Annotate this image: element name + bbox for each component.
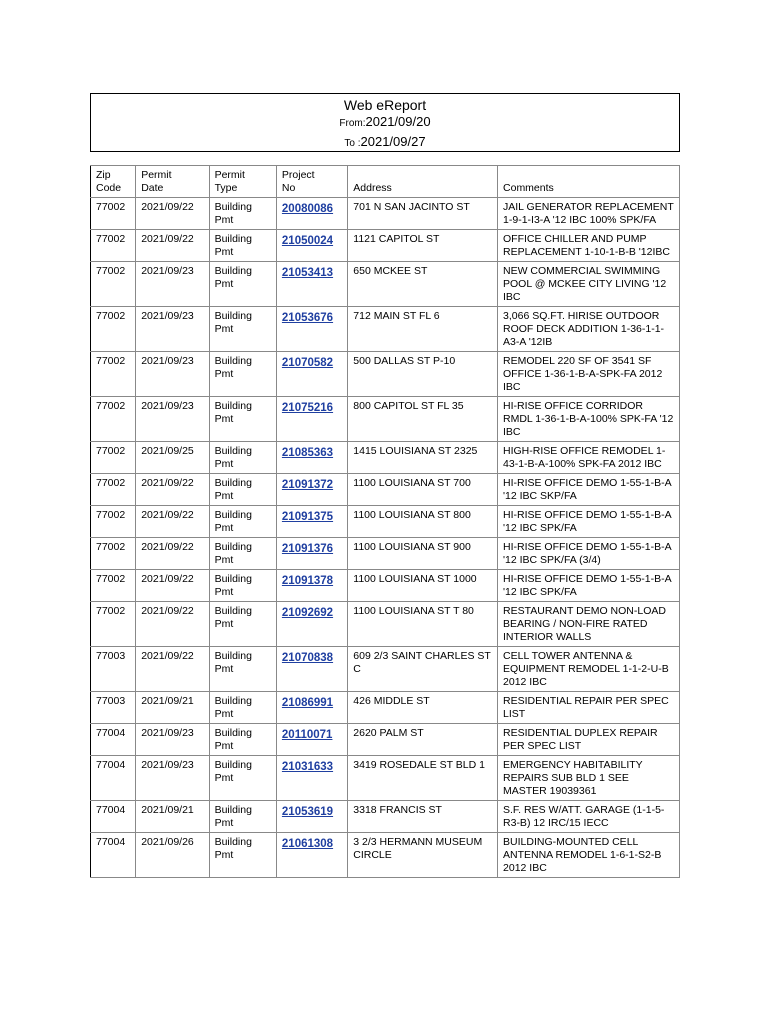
zip-code-cell: 77003 <box>91 647 136 692</box>
project-no-cell <box>276 801 347 833</box>
permit-date-cell: 2021/09/21 <box>136 801 209 833</box>
project-no-cell <box>276 442 347 474</box>
comments-cell: HI-RISE OFFICE DEMO 1-55-1-B-A '12 IBC SPK/FA (3/4) <box>498 538 680 570</box>
permit-type-cell: Building Pmt <box>209 570 276 602</box>
col-zip-code: Zip Code <box>91 166 136 198</box>
project-no-cell <box>276 724 347 756</box>
comments-cell: HI-RISE OFFICE DEMO 1-55-1-B-A '12 IBC SPK/FA <box>498 506 680 538</box>
zip-code-cell: 77004 <box>91 833 136 878</box>
table-row <box>91 602 680 647</box>
zip-code-cell: 77002 <box>91 397 136 442</box>
address-cell: 1100 LOUISIANA ST 800 <box>348 506 498 538</box>
permit-type-cell: Building Pmt <box>209 307 276 352</box>
address-cell: 1121 CAPITOL ST <box>348 230 498 262</box>
permit-date-cell: 2021/09/23 <box>136 307 209 352</box>
zip-code-cell: 77002 <box>91 602 136 647</box>
project-link[interactable]: 21053413 <box>281 267 334 279</box>
address-cell: 1415 LOUISIANA ST 2325 <box>348 442 498 474</box>
permit-type-cell: Building Pmt <box>209 262 276 307</box>
permit-date-cell: 2021/09/25 <box>136 442 209 474</box>
address-cell: 701 N SAN JACINTO ST <box>348 198 498 230</box>
project-no-cell <box>276 647 347 692</box>
address-cell: 609 2/3 SAINT CHARLES ST C <box>348 647 498 692</box>
project-link[interactable]: 21075216 <box>281 402 334 414</box>
comments-cell: JAIL GENERATOR REPLACEMENT 1-9-1-I3-A '12 IBC 100% SPK/FA <box>498 198 680 230</box>
zip-code-cell: 77004 <box>91 724 136 756</box>
project-no-cell <box>276 352 347 397</box>
permit-date-cell: 2021/09/23 <box>136 724 209 756</box>
permit-date-cell: 2021/09/22 <box>136 198 209 230</box>
project-link[interactable]: 21092692 <box>281 607 334 619</box>
table-row <box>91 724 680 756</box>
table-row <box>91 262 680 307</box>
project-no-cell <box>276 307 347 352</box>
comments-cell: RESIDENTIAL REPAIR PER SPEC LIST <box>498 692 680 724</box>
project-no-cell <box>276 198 347 230</box>
permit-type-cell: Building Pmt <box>209 352 276 397</box>
table-row <box>91 801 680 833</box>
table-row <box>91 538 680 570</box>
project-link[interactable]: 21091376 <box>281 543 334 555</box>
permit-type-cell: Building Pmt <box>209 198 276 230</box>
project-no-cell <box>276 230 347 262</box>
comments-cell: OFFICE CHILLER AND PUMP REPLACEMENT 1-10-1-B-B '12IBC <box>498 230 680 262</box>
report-title: Web eReport <box>343 97 427 113</box>
from-date-line <box>91 113 679 133</box>
project-link[interactable]: 21091375 <box>281 511 334 523</box>
zip-code-cell: 77004 <box>91 801 136 833</box>
address-cell: 1100 LOUISIANA ST 1000 <box>348 570 498 602</box>
address-cell: 1100 LOUISIANA ST 900 <box>348 538 498 570</box>
permit-date-cell: 2021/09/22 <box>136 538 209 570</box>
permit-type-cell: Building Pmt <box>209 724 276 756</box>
zip-code-cell: 77002 <box>91 442 136 474</box>
permit-date-cell: 2021/09/22 <box>136 647 209 692</box>
permit-date-cell: 2021/09/22 <box>136 570 209 602</box>
permit-type-cell: Building Pmt <box>209 647 276 692</box>
zip-code-cell: 77002 <box>91 307 136 352</box>
comments-cell: CELL TOWER ANTENNA & EQUIPMENT REMODEL 1-1-2-U-B 2012 IBC <box>498 647 680 692</box>
table-row <box>91 198 680 230</box>
permit-type-cell: Building Pmt <box>209 397 276 442</box>
to-label: To : <box>344 138 361 149</box>
comments-cell: HI-RISE OFFICE DEMO 1-55-1-B-A '12 IBC SPK/FA <box>498 570 680 602</box>
project-no-cell <box>276 538 347 570</box>
project-no-cell <box>276 262 347 307</box>
zip-code-cell: 77002 <box>91 474 136 506</box>
comments-cell: HI-RISE OFFICE DEMO 1-55-1-B-A '12 IBC SKP/FA <box>498 474 680 506</box>
address-cell: 650 MCKEE ST <box>348 262 498 307</box>
zip-code-cell: 77002 <box>91 570 136 602</box>
permit-date-cell: 2021/09/23 <box>136 262 209 307</box>
permit-date-cell: 2021/09/26 <box>136 833 209 878</box>
permit-type-cell: Building Pmt <box>209 602 276 647</box>
comments-cell: S.F. RES W/ATT. GARAGE (1-1-5-R3-B) 12 IRC/15 IECC <box>498 801 680 833</box>
project-no-cell <box>276 602 347 647</box>
project-link[interactable]: 21050024 <box>281 235 334 247</box>
comments-cell: BUILDING-MOUNTED CELL ANTENNA REMODEL 1-6-1-S2-B 2012 IBC <box>498 833 680 878</box>
permit-type-cell: Building Pmt <box>209 756 276 801</box>
permit-type-cell: Building Pmt <box>209 538 276 570</box>
permit-table <box>90 165 680 878</box>
permit-type-cell: Building Pmt <box>209 442 276 474</box>
project-link[interactable]: 21070838 <box>281 652 334 664</box>
table-row <box>91 570 680 602</box>
table-row <box>91 352 680 397</box>
permit-type-cell: Building Pmt <box>209 230 276 262</box>
permit-type-cell: Building Pmt <box>209 506 276 538</box>
zip-code-cell: 77002 <box>91 538 136 570</box>
zip-code-cell: 77002 <box>91 506 136 538</box>
project-no-cell <box>276 692 347 724</box>
address-cell: 712 MAIN ST FL 6 <box>348 307 498 352</box>
zip-code-cell: 77002 <box>91 230 136 262</box>
project-link[interactable]: 20110071 <box>281 729 333 741</box>
permit-type-cell: Building Pmt <box>209 692 276 724</box>
project-link[interactable]: 21091372 <box>281 479 334 491</box>
address-cell: 426 MIDDLE ST <box>348 692 498 724</box>
project-link[interactable]: 21053619 <box>281 806 334 818</box>
to-date-line <box>91 133 679 153</box>
zip-code-cell: 77003 <box>91 692 136 724</box>
project-link[interactable]: 21053676 <box>281 312 334 324</box>
comments-cell: EMERGENCY HABITABILITY REPAIRS SUB BLD 1 SEE MASTER 19039361 <box>498 756 680 801</box>
table-row <box>91 230 680 262</box>
comments-cell: NEW COMMERCIAL SWIMMING POOL @ MCKEE CITY LIVING '12 IBC <box>498 262 680 307</box>
permit-date-cell: 2021/09/23 <box>136 756 209 801</box>
comments-cell: REMODEL 220 SF OF 3541 SF OFFICE 1-36-1-B-A-SPK-FA 2012 IBC <box>498 352 680 397</box>
comments-cell: HIGH-RISE OFFICE REMODEL 1-43-1-B-A-100% SPK-FA 2012 IBC <box>498 442 680 474</box>
address-cell: 1100 LOUISIANA ST 700 <box>348 474 498 506</box>
address-cell: 3419 ROSEDALE ST BLD 1 <box>348 756 498 801</box>
permit-date-cell: 2021/09/22 <box>136 602 209 647</box>
from-date: 2021/09/20 <box>365 114 431 129</box>
table-row <box>91 442 680 474</box>
col-permit-type: Permit Type <box>209 166 276 198</box>
zip-code-cell: 77002 <box>91 352 136 397</box>
project-link[interactable]: 21091378 <box>281 575 334 587</box>
col-permit-date: Permit Date <box>136 166 209 198</box>
project-link[interactable]: 21061308 <box>281 838 334 850</box>
from-label: From: <box>339 118 366 129</box>
comments-cell: RESIDENTIAL DUPLEX REPAIR PER SPEC LIST <box>498 724 680 756</box>
address-cell: 500 DALLAS ST P-10 <box>348 352 498 397</box>
permit-date-cell: 2021/09/22 <box>136 506 209 538</box>
table-row <box>91 397 680 442</box>
permit-date-cell: 2021/09/23 <box>136 397 209 442</box>
table-row <box>91 692 680 724</box>
comments-cell: HI-RISE OFFICE CORRIDOR RMDL 1-36-1-B-A-100% SPK-FA '12 IBC <box>498 397 680 442</box>
project-no-cell <box>276 474 347 506</box>
permit-type-cell: Building Pmt <box>209 474 276 506</box>
permit-date-cell: 2021/09/22 <box>136 474 209 506</box>
table-row <box>91 474 680 506</box>
zip-code-cell: 77002 <box>91 262 136 307</box>
project-no-cell <box>276 397 347 442</box>
table-header-row <box>91 166 680 198</box>
project-no-cell <box>276 506 347 538</box>
project-link[interactable]: 21085363 <box>281 447 334 459</box>
address-cell: 2620 PALM ST <box>348 724 498 756</box>
project-link[interactable]: 21086991 <box>281 697 334 709</box>
permit-type-cell: Building Pmt <box>209 801 276 833</box>
zip-code-cell: 77002 <box>91 198 136 230</box>
address-cell: 3 2/3 HERMANN MUSEUM CIRCLE <box>348 833 498 878</box>
comments-cell: 3,066 SQ.FT. HIRISE OUTDOOR ROOF DECK ADDITION 1-36-1-1-A3-A '12IB <box>498 307 680 352</box>
address-cell: 800 CAPITOL ST FL 35 <box>348 397 498 442</box>
address-cell: 1100 LOUISIANA ST T 80 <box>348 602 498 647</box>
zip-code-cell: 77004 <box>91 756 136 801</box>
permit-date-cell: 2021/09/23 <box>136 352 209 397</box>
address-cell: 3318 FRANCIS ST <box>348 801 498 833</box>
col-comments: Comments <box>498 166 680 198</box>
project-no-cell <box>276 570 347 602</box>
permit-date-cell: 2021/09/22 <box>136 230 209 262</box>
project-no-cell <box>276 756 347 801</box>
project-link[interactable]: 21070582 <box>281 357 334 369</box>
table-row <box>91 833 680 878</box>
project-link[interactable]: 20080086 <box>281 203 334 215</box>
project-no-cell <box>276 833 347 878</box>
report-header <box>90 93 680 152</box>
col-project-no: Project No <box>276 166 347 198</box>
comments-cell: RESTAURANT DEMO NON-LOAD BEARING / NON-FIRE RATED INTERIOR WALLS <box>498 602 680 647</box>
table-row <box>91 506 680 538</box>
col-address: Address <box>348 166 498 198</box>
permit-type-cell: Building Pmt <box>209 833 276 878</box>
permit-date-cell: 2021/09/21 <box>136 692 209 724</box>
table-row <box>91 756 680 801</box>
table-row <box>91 307 680 352</box>
table-row <box>91 647 680 692</box>
to-date: 2021/09/27 <box>360 134 426 149</box>
project-link[interactable]: 21031633 <box>281 761 334 773</box>
